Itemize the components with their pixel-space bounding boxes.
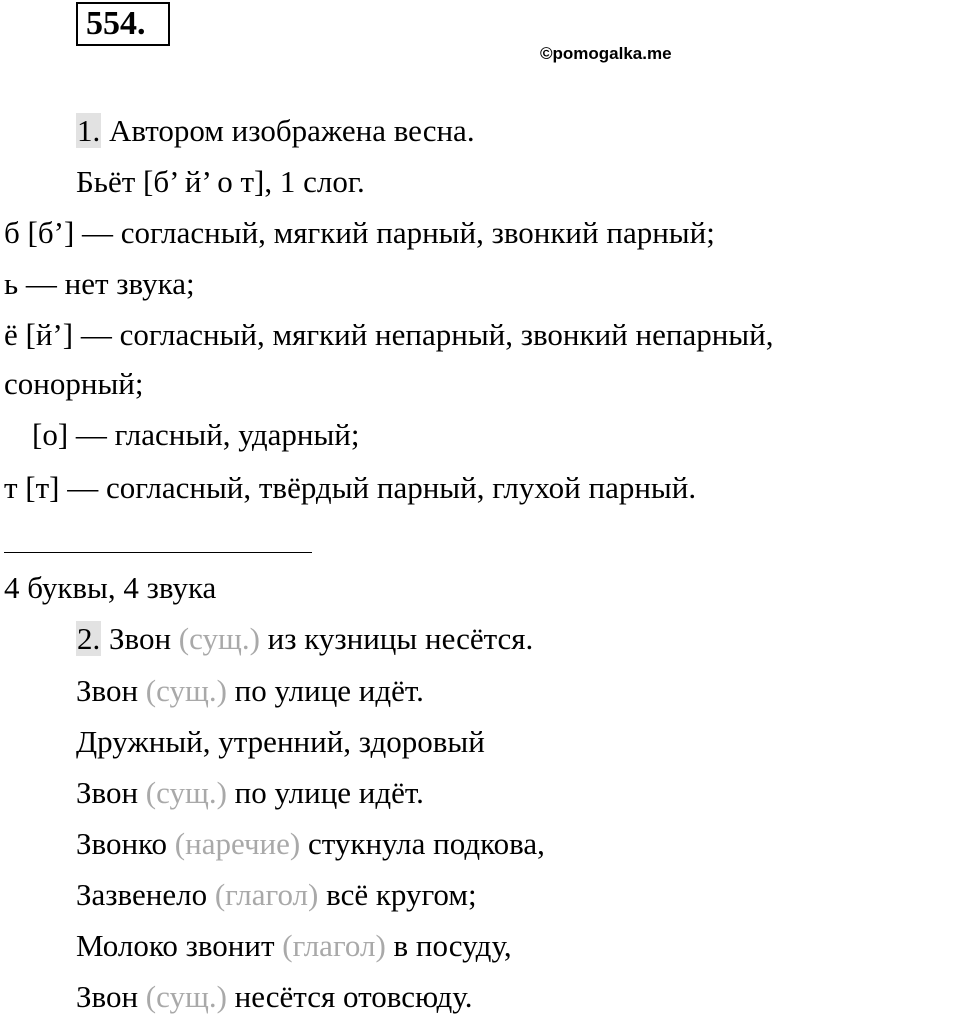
part1-marker: 1. <box>77 113 101 148</box>
part2-line-1: 2. Звон (сущ.) из кузницы несётся. <box>77 621 534 656</box>
task-number: 554. <box>86 5 146 42</box>
part2-marker: 2. <box>77 621 101 656</box>
part1-line-1 <box>76 113 475 149</box>
part1-line-8: т [т] — согласный, твёрдый парный, глухой парный. <box>4 470 697 505</box>
footnote-divider <box>4 552 312 553</box>
watermark: ©pomogalka.me <box>540 44 672 63</box>
part2-line-2: Звон (сущ.) по улице идёт. <box>76 673 424 708</box>
part1-line-3: б [б’] — согласный, мягкий парный, звонкий парный; <box>4 215 715 250</box>
part2-line-6: Зазвенело (глагол) всё кругом; <box>76 877 477 912</box>
part1-line-4: ь — нет звука; <box>4 266 195 301</box>
part1-line-2: Бьёт [б’ й’ о т], 1 слог. <box>76 164 365 199</box>
part1-line-5: ё [й’] — согласный, мягкий непарный, звонкий непарный, <box>4 317 774 352</box>
part2-line-4: Звон (сущ.) по улице идёт. <box>76 775 424 810</box>
part2-line-8: Звон (сущ.) несётся отовсюду. <box>76 979 473 1014</box>
part-of-speech-note: (сущ.) <box>145 775 227 810</box>
part1-line-6: сонорный; <box>4 366 144 401</box>
part2-line-3: Дружный, утренний, здоровый <box>76 724 485 759</box>
part2-line-7: Молоко звонит (глагол) в посуду, <box>76 928 512 963</box>
part1-summary: 4 буквы, 4 звука <box>4 570 217 605</box>
part-of-speech-note: (сущ.) <box>178 621 260 656</box>
part1-text: Автором изображена весна. <box>101 113 475 148</box>
part-of-speech-note: (глагол) <box>214 877 319 912</box>
part1-line-7: [о] — гласный, ударный; <box>32 417 360 452</box>
task-number-box <box>76 2 170 46</box>
part-of-speech-note: (наречие) <box>174 826 301 861</box>
part-of-speech-note: (сущ.) <box>145 979 227 1014</box>
part2-line-5: Звонко (наречие) стукнула подкова, <box>76 826 545 861</box>
part-of-speech-note: (глагол) <box>282 928 386 963</box>
part-of-speech-note: (сущ.) <box>145 673 227 708</box>
